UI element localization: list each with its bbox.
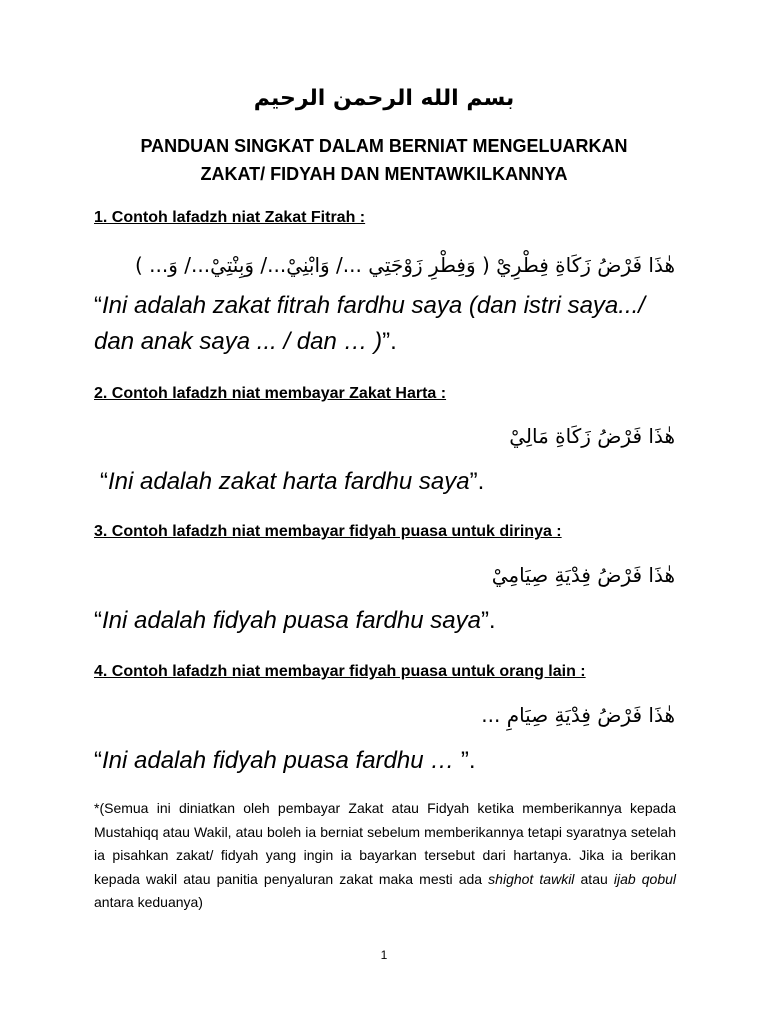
footnote-text-3: antara keduanya): [94, 894, 203, 911]
quote-open: “: [94, 607, 102, 634]
section-4-heading: 4. Contoh lafadzh niat membayar fidyah puasa untuk orang lain :: [94, 663, 586, 680]
section-2-translation: [100, 464, 690, 500]
quote-open: “: [94, 747, 102, 774]
section-1-translation-text: Ini adalah zakat fitrah fardhu saya (dan istri saya.../ dan anak saya ... / dan … ): [94, 292, 645, 355]
quote-open: “: [94, 292, 102, 319]
footnote-text-2: atau: [574, 870, 614, 887]
footnote-text-1: *(Semua ini diniatkan oleh pembayar Zakat atau Fidyah ketika memberikannya kepada Mustahiqq atau Wakil, atau boleh ia berniat sebelum memberikannya tetapi syaratnya setelah ia pisahkan zakat/ fidyah yang ingin ia bayarkan tersebut dari hartanya. Jika ia berikan kepada wakil atau panitia penyaluran zakat maka mesti ada: [94, 800, 676, 887]
section-2-arabic: هٰذَا فَرْضُ زَكَاةِ مَالِيْ: [509, 424, 675, 448]
section-4-translation: [94, 743, 684, 779]
basmala-heading: بسم الله الرحمن الرحيم: [253, 86, 515, 111]
section-1-arabic: هٰذَا فَرْضُ زَكَاةِ فِطْرِيْ ( وَفِطْرِ زَوْجَتِي ...‌/ وَابْنِيْ...‌/ وَبِنْتِيْ...‌/ وَ... ): [135, 253, 675, 277]
document-title-line-2: ZAKAT/ FIDYAH DAN MENTAWKILKANNYA: [200, 164, 568, 184]
section-4-translation-text: Ini adalah fidyah puasa fardhu …: [102, 747, 461, 774]
quote-close: ”.: [382, 328, 397, 355]
section-3-translation-text: Ini adalah fidyah puasa fardhu saya: [102, 607, 481, 634]
footnote-italic-term-2: ijab qobul: [613, 870, 676, 887]
section-3-translation: [94, 603, 684, 639]
section-1-translation: [94, 288, 684, 360]
section-2-translation-text: Ini adalah zakat harta fardhu saya: [108, 468, 470, 495]
section-3-heading: 3. Contoh lafadzh niat membayar fidyah puasa untuk dirinya :: [94, 523, 562, 540]
section-4-arabic: هٰذَا فَرْضُ فِدْيَةِ صِيَامِ ...: [481, 703, 675, 727]
section-3-arabic: هٰذَا فَرْضُ فِدْيَةِ صِيَامِيْ: [491, 563, 675, 587]
quote-close: ”.: [460, 747, 476, 774]
footnote-italic-term-1: shighot tawkil: [488, 870, 575, 887]
quote-open: “: [100, 468, 108, 495]
quote-close: ”.: [480, 607, 496, 634]
section-2-heading: 2. Contoh lafadzh niat membayar Zakat Harta :: [94, 385, 447, 402]
document-title-line-1: PANDUAN SINGKAT DALAM BERNIAT MENGELUARKAN: [140, 136, 628, 156]
section-1-heading: 1. Contoh lafadzh niat Zakat Fitrah :: [94, 209, 366, 226]
page-number: 1: [380, 948, 388, 962]
footnote-paragraph: [94, 797, 676, 915]
quote-close: ”.: [469, 468, 485, 495]
